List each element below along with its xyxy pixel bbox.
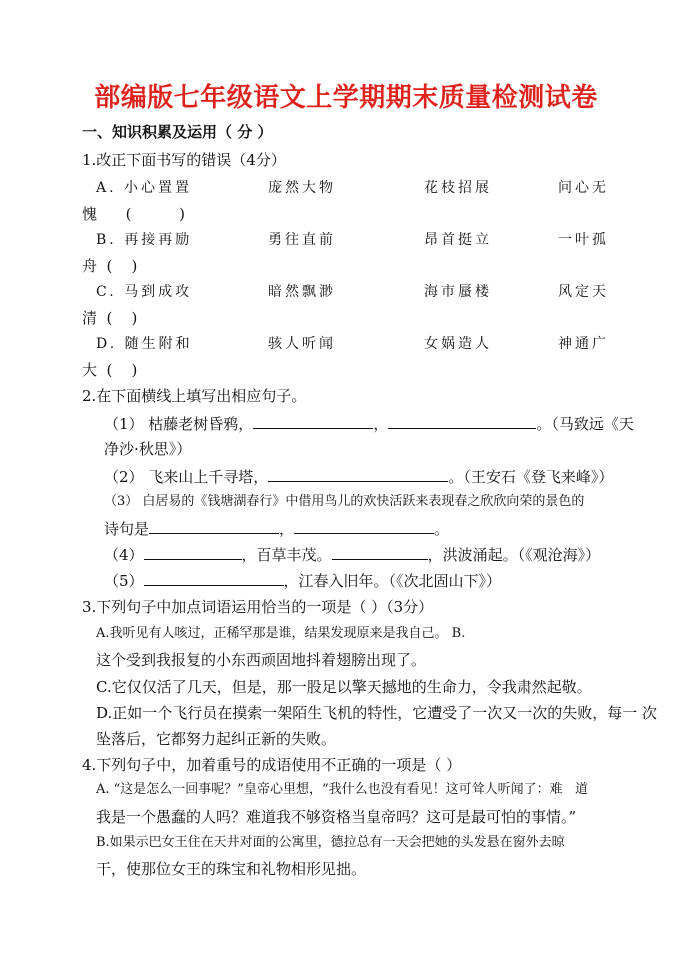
- q2-l1-source: 。（马致远《天: [536, 415, 634, 433]
- q1-option-c-cont: 清 ( ): [82, 309, 138, 327]
- section-heading: 一、知识积累及运用（ 分 ）: [82, 123, 273, 141]
- q1-option-c-4: 风定天: [558, 284, 609, 300]
- q3-option-d: D.正如一个飞行员在摸索一架陌生飞机的特性，它遭受了一次又一次的失败，每一 次: [96, 704, 658, 722]
- q1-option-b-4: 一叶孤: [558, 232, 609, 248]
- q2-l1-comma: ，: [373, 415, 389, 433]
- q1-option-d-1: D. 随生附和: [96, 336, 193, 352]
- answer-blank[interactable]: [144, 571, 284, 586]
- q2-line-4: [104, 545, 600, 564]
- q2-l5-num: （5）: [104, 572, 144, 590]
- q1-option-c-2: 暗然飘渺: [268, 284, 336, 300]
- q2-line-2: [104, 467, 613, 486]
- answer-blank[interactable]: [332, 545, 428, 560]
- answer-blank[interactable]: [253, 414, 373, 429]
- q2-line-1: [104, 414, 634, 433]
- q4-option-a: A. “这是怎么一回事呢？”皇帝心里想，“我什么也没有看见！这可耸人听闻了：难 道: [96, 782, 588, 797]
- answer-blank[interactable]: [144, 545, 242, 560]
- q3-option-c: C.它仅仅活了几天，但是，那一股足以擎天撼地的生命力，令我肃然起敬。: [96, 678, 592, 696]
- q4-option-a-cont: 我是一个愚蠢的人吗？难道我不够资格当皇帝吗？这可是最可怕的事情。”: [96, 808, 577, 826]
- answer-blank[interactable]: [268, 467, 448, 482]
- q2-l4-mid: ，百草丰茂。: [241, 546, 332, 564]
- q2-line-3: （3） 白居易的《钱塘湖春行》中借用鸟儿的欢快活跃来表现春之欣欣向荣的景色的: [104, 494, 585, 509]
- q1-option-a-4: 问心无: [558, 180, 609, 196]
- q1-option-d-4: 神通广: [558, 336, 609, 352]
- q2-l3-period: 。: [434, 520, 450, 538]
- q1-option-d-2: 骇人听闻: [268, 336, 336, 352]
- q2-l1-prompt: （1） 枯藤老树昏鸦，: [104, 415, 254, 433]
- q1-option-d-cont: 大 ( ): [82, 361, 138, 379]
- q1-option-a-2: 庞然大物: [268, 180, 336, 196]
- q2-line-3-cont: [104, 519, 449, 538]
- q3-option-d-cont: 坠落后，它都努力起纠正新的失败。: [96, 730, 337, 748]
- q2-l5-source: ，江春入旧年。（《次北固山下》）: [283, 572, 502, 590]
- page-title: 部编版七年级语文上学期期末质量检测试卷: [94, 83, 598, 113]
- q1-option-c-3: 海市蜃楼: [424, 284, 492, 300]
- q2-l3-prompt: 诗句是: [104, 520, 150, 538]
- q1-option-b-cont: 舟 ( ): [82, 257, 138, 275]
- answer-blank[interactable]: [149, 519, 279, 534]
- q2-l1-source-cont: 净沙·秋思》）: [104, 440, 192, 458]
- question-2-stem: 2.在下面横线上填写出相应句子。: [82, 387, 307, 405]
- q3-option-b: 这个受到我报复的小东西顽固地抖着翅膀出现了。: [96, 651, 427, 669]
- q1-option-b-1: B. 再接再励: [96, 232, 193, 248]
- q2-l3-comma: ，: [279, 520, 295, 538]
- answer-blank[interactable]: [294, 519, 434, 534]
- q1-option-b-2: 勇往直前: [268, 232, 336, 248]
- q1-option-b-3: 昂首挺立: [424, 232, 492, 248]
- q1-option-a-1: A. 小心置置: [96, 180, 193, 196]
- q2-l2-prompt: （2） 飞来山上千寻塔，: [104, 468, 269, 486]
- answer-blank[interactable]: [388, 414, 536, 429]
- q2-l2-source: 。（王安石《登飞来峰》）: [448, 468, 614, 486]
- q1-option-a-3: 花枝招展: [424, 180, 492, 196]
- q3-option-a: A.我听见有人咳过，正稀罕那是谁，结果发现原来是我自己。 B.: [96, 626, 466, 641]
- q1-option-c-1: C. 马到成攻: [96, 284, 193, 300]
- q2-line-5: [104, 571, 501, 590]
- q1-option-a-cont: 愧 ( ): [82, 205, 185, 223]
- q2-l4-source: ，洪波涌起。（《观沧海》）: [427, 546, 601, 564]
- question-3-stem: 3.下列句子中加点词语运用恰当的一项是（ ）（3分）: [82, 598, 434, 616]
- q2-l4-num: （4）: [104, 546, 144, 564]
- question-1-stem: 1.改正下面书写的错误（4分）: [82, 151, 286, 169]
- q4-option-b: B.如果示巴女王住在天井对面的公寓里，德拉总有一天会把她的头发悬在窗外去晾: [96, 835, 565, 850]
- q1-option-d-3: 女娲造人: [424, 336, 492, 352]
- question-4-stem: 4.下列句子中，加着重号的成语使用不正确的一项是（ ）: [82, 756, 462, 774]
- q4-option-b-cont: 干，使那位女王的珠宝和礼物相形见拙。: [96, 860, 367, 878]
